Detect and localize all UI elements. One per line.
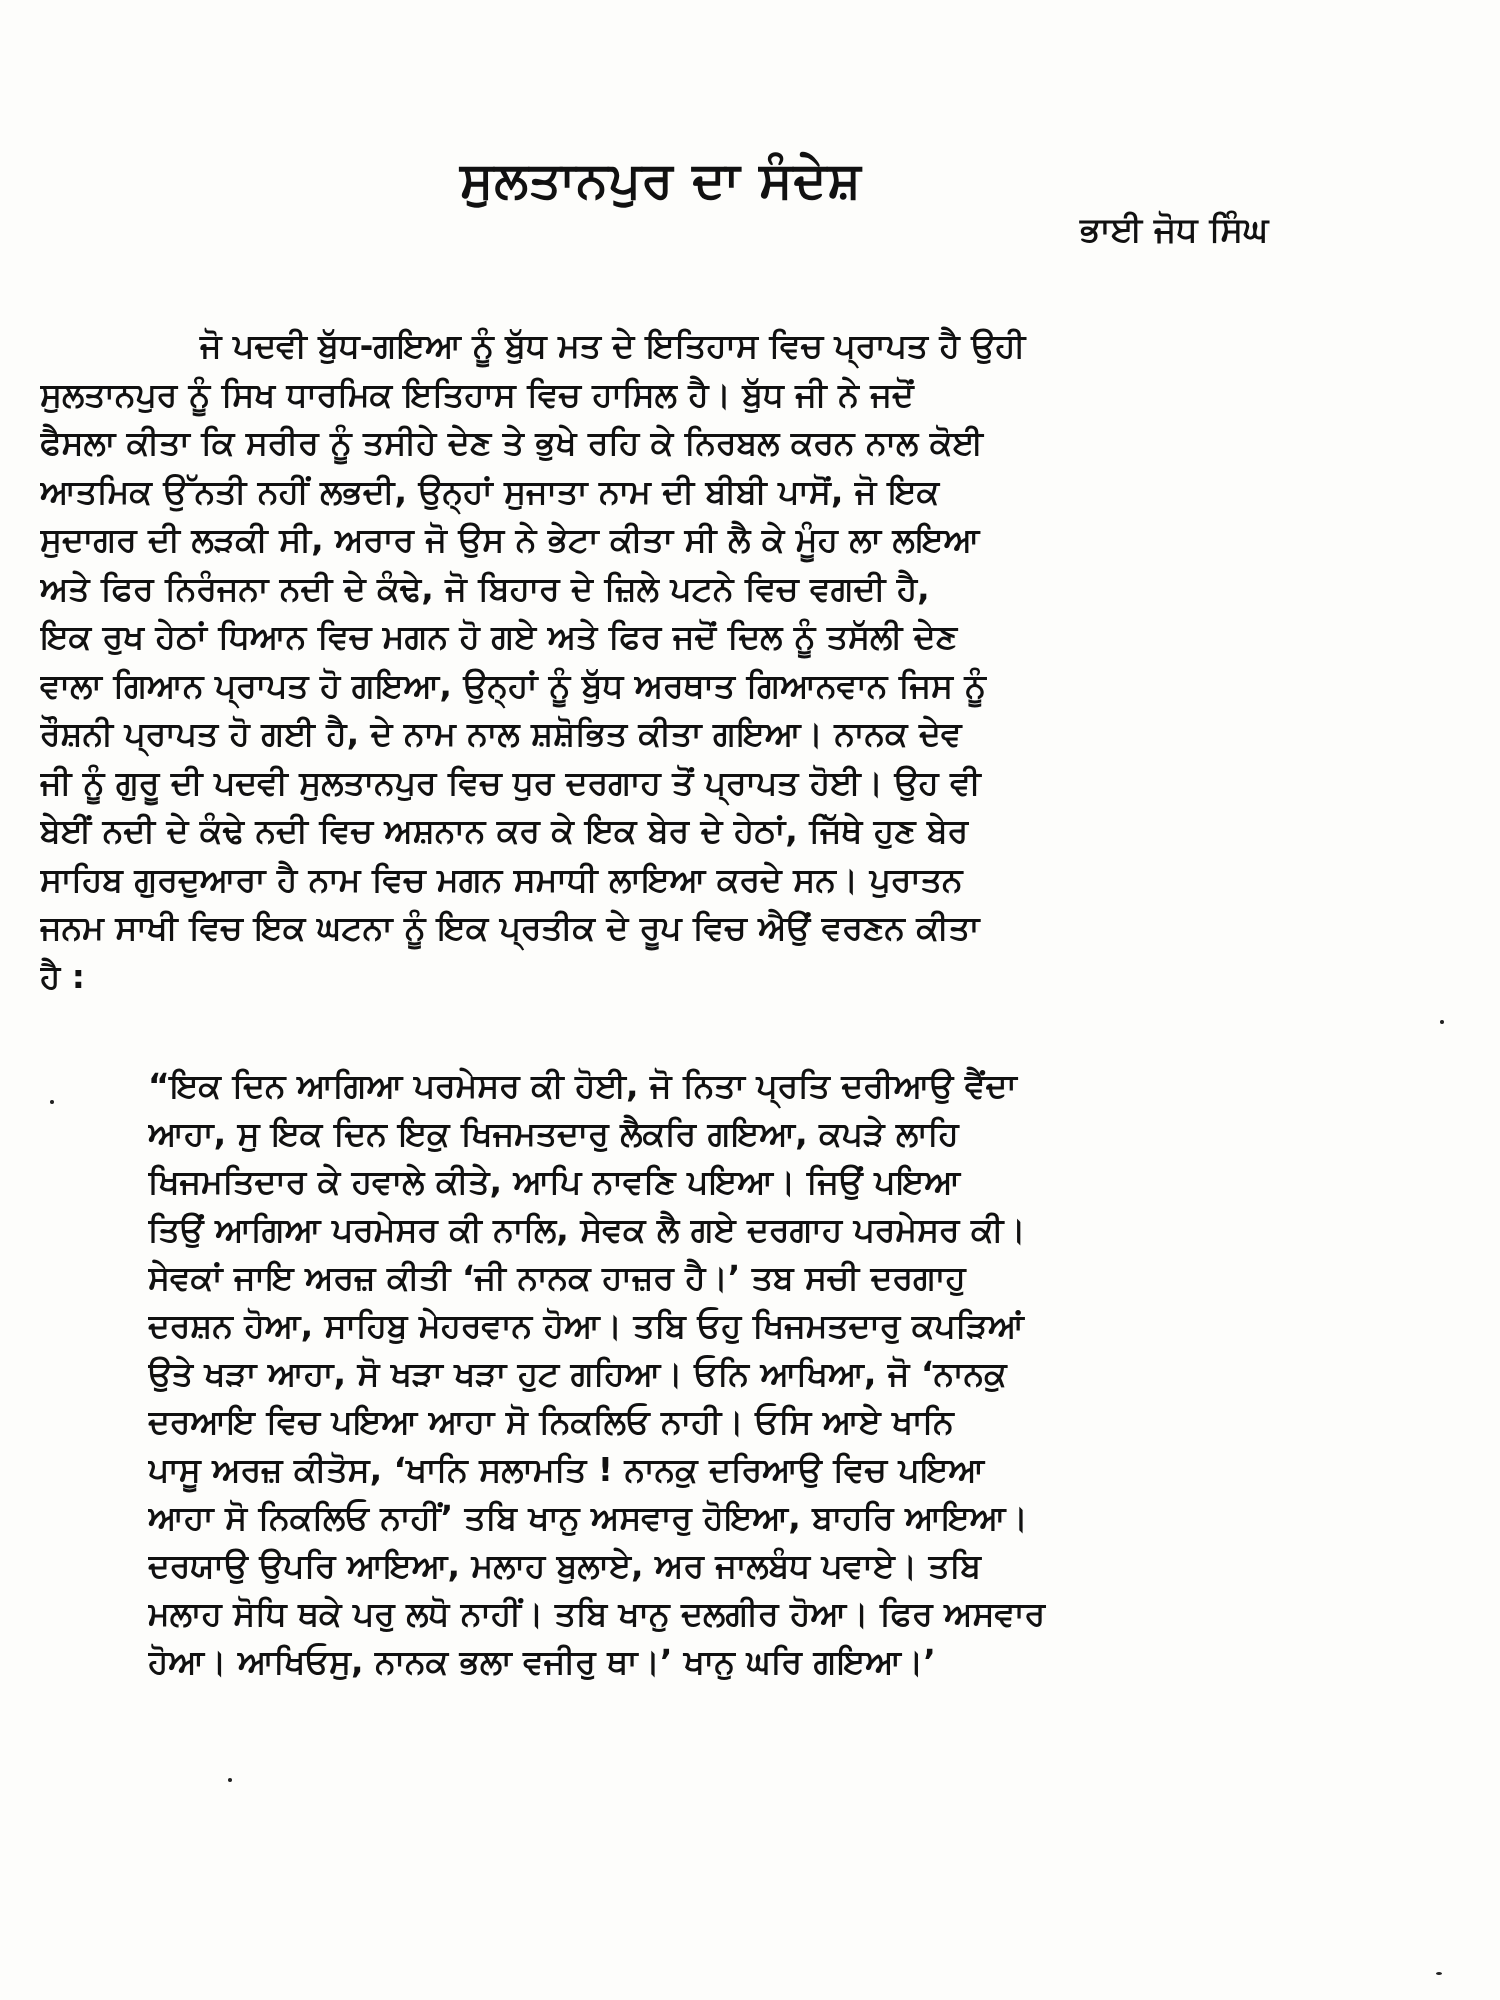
quote-line: “ਇਕ ਦਿਨ ਆਗਿਆ ਪਰਮੇਸਰ ਕੀ ਹੋਈ, ਜੋ ਨਿਤਾ ਪ੍ਰਤਿ ਦਰੀਆਉ ਵੈਂਦਾ [148,1066,1017,1105]
paragraph-line: ਫੈਸਲਾ ਕੀਤਾ ਕਿ ਸਰੀਰ ਨੂੰ ਤਸੀਹੇ ਦੇਣ ਤੇ ਭੁਖੇ ਰਹਿ ਕੇ ਨਿਰਬਲ ਕਰਨ ਨਾਲ ਕੋਈ [40,423,983,462]
paragraph-line: ਵਾਲਾ ਗਿਆਨ ਪ੍ਰਾਪਤ ਹੋ ਗਇਆ, ਉਨ੍ਹਾਂ ਨੂੰ ਬੁੱਧ ਅਰਥਾਤ ਗਿਆਨਵਾਨ ਜਿਸ ਨੂੰ [40,665,986,705]
article-title: ਸੁਲਤਾਨਪੁਰ ਦਾ ਸੰਦੇਸ਼ [460,151,862,209]
scan-speck [1440,1020,1444,1024]
quote-line: ਪਾਸੂ ਅਰਜ਼ ਕੀਤੋਸ, ‘ਖਾਨਿ ਸਲਾਮਤਿ ! ਨਾਨਕੁ ਦਰਿਆਉ ਵਿਚ ਪਇਆ [148,1450,985,1489]
quote-line: ਹੋਆ। ਆਖਿਓਸੁ, ਨਾਨਕ ਭਲਾ ਵਜੀਰੁ ਥਾ।’ ਖਾਨੁ ਘਰਿ ਗਇਆ।’ [148,1642,936,1681]
quote-line: ਆਹਾ, ਸੁ ਇਕ ਦਿਨ ਇਕੁ ਖਿਜਮਤਦਾਰੁ ਲੈਕਰਿ ਗਇਆ, ਕਪੜੇ ਲਾਹਿ [148,1114,959,1153]
quote-line: ਆਹਾ ਸੋ ਨਿਕਲਿਓ ਨਾਹੀਂ’ ਤਬਿ ਖਾਨੁ ਅਸਵਾਰੁ ਹੋਇਆ, ਬਾਹਰਿ ਆਇਆ। [148,1498,1028,1537]
paragraph-line: ਸੁਦਾਗਰ ਦੀ ਲੜਕੀ ਸੀ, ਅਰਾਰ ਜੋ ਉਸ ਨੇ ਭੇਟਾ ਕੀਤਾ ਸੀ ਲੈ ਕੇ ਮੂੰਹ ਲਾ ਲਇਆ [40,520,980,559]
scan-speck [50,1100,54,1104]
quote-line: ਦਰਸ਼ਨ ਹੋਆ, ਸਾਹਿਬੁ ਮੇਹਰਵਾਨ ਹੋਆ। ਤਬਿ ਓਹੁ ਖਿਜਮਤਦਾਰੁ ਕਪੜਿਆਂ [148,1306,1024,1345]
quote-line: ਤਿਉਂ ਆਗਿਆ ਪਰਮੇਸਰ ਕੀ ਨਾਲਿ, ਸੇਵਕ ਲੈ ਗਏ ਦਰਗਾਹ ਪਰਮੇਸਰ ਕੀ। [148,1210,1026,1249]
paragraph-line: ਜਨਮ ਸਾਖੀ ਵਿਚ ਇਕ ਘਟਨਾ ਨੂੰ ਇਕ ਪ੍ਰਤੀਕ ਦੇ ਰੂਪ ਵਿਚ ਐਉਂ ਵਰਣਨ ਕੀਤਾ [40,908,980,947]
paragraph-line: ਅਤੇ ਫਿਰ ਨਿਰੰਜਨਾ ਨਦੀ ਦੇ ਕੰਢੇ, ਜੋ ਬਿਹਾਰ ਦੇ ਜ਼ਿਲੇ ਪਟਨੇ ਵਿਚ ਵਗਦੀ ਹੈ, [40,568,930,608]
paragraph-line: ਸਾਹਿਬ ਗੁਰਦੁਆਰਾ ਹੈ ਨਾਮ ਵਿਚ ਮਗਨ ਸਮਾਧੀ ਲਾਇਆ ਕਰਦੇ ਸਨ। ਪੁਰਾਤਨ [40,859,963,899]
paragraph-line: ਜੋ ਪਦਵੀ ਬੁੱਧ-ਗਇਆ ਨੂੰ ਬੁੱਧ ਮਤ ਦੇ ਇਤਿਹਾਸ ਵਿਚ ਪ੍ਰਾਪਤ ਹੈ ਉਹੀ [200,326,1026,365]
quote-line: ਦਰਆਇ ਵਿਚ ਪਇਆ ਆਹਾ ਸੋ ਨਿਕਲਿਓ ਨਾਹੀ। ਓਸਿ ਆਏ ਖਾਨਿ [148,1402,954,1441]
paragraph-line: ਆਤਮਿਕ ਉੱਨਤੀ ਨਹੀਂ ਲਭਦੀ, ਉਨ੍ਹਾਂ ਸੁਜਾਤਾ ਨਾਮ ਦੀ ਬੀਬੀ ਪਾਸੋਂ, ਜੋ ਇਕ [40,471,940,511]
scan-speck [228,1778,232,1782]
body-paragraph [40,322,1460,1001]
quote-line: ਉਤੇ ਖੜਾ ਆਹਾ, ਸੋ ਖੜਾ ਖੜਾ ਹੁਟ ਗਹਿਆ। ਓਨਿ ਆਖਿਆ, ਜੋ ‘ਨਾਨਕੁ [148,1354,1007,1393]
paragraph-line: ਜੀ ਨੂੰ ਗੁਰੂ ਦੀ ਪਦਵੀ ਸੁਲਤਾਨਪੁਰ ਵਿਚ ਧੁਰ ਦਰਗਾਹ ਤੋਂ ਪ੍ਰਾਪਤ ਹੋਈ। ਉਹ ਵੀ [40,762,981,802]
scan-speck [1436,1972,1442,1975]
paragraph-line: ਹੈ : [40,956,85,996]
paragraph-line: ਰੌਸ਼ਨੀ ਪ੍ਰਾਪਤ ਹੋ ਗਈ ਹੈ, ਦੇ ਨਾਮ ਨਾਲ ਸ਼ਸ਼ੋਭਿਤ ਕੀਤਾ ਗਇਆ। ਨਾਨਕ ਦੇਵ [40,714,962,753]
quote-line: ਖਿਜਮਤਿਦਾਰ ਕੇ ਹਵਾਲੇ ਕੀਤੇ, ਆਪਿ ਨਾਵਣਿ ਪਇਆ। ਜਿਉਂ ਪਇਆ [148,1162,961,1201]
paragraph-line: ਸੁਲਤਾਨਪੁਰ ਨੂੰ ਸਿਖ ਧਾਰਮਿਕ ਇਤਿਹਾਸ ਵਿਚ ਹਾਸਿਲ ਹੈ। ਬੁੱਧ ਜੀ ਨੇ ਜਦੋਂ [40,374,914,414]
quote-line: ਸੇਵਕਾਂ ਜਾਇ ਅਰਜ਼ ਕੀਤੀ ‘ਜੀ ਨਾਨਕ ਹਾਜ਼ਰ ਹੈ।’ ਤਬ ਸਚੀ ਦਰਗਾਹੁ [148,1258,966,1297]
paragraph-line: ਬੇਈਂ ਨਦੀ ਦੇ ਕੰਢੇ ਨਦੀ ਵਿਚ ਅਸ਼ਨਾਨ ਕਰ ਕੇ ਇਕ ਬੇਰ ਦੇ ਹੇਠਾਂ, ਜਿੱਥੇ ਹੁਣ ਬੇਰ [40,811,969,850]
quoted-passage [148,1062,1458,1686]
paragraph-line: ਇਕ ਰੁਖ ਹੇਠਾਂ ਧਿਆਨ ਵਿਚ ਮਗਨ ਹੋ ਗਏ ਅਤੇ ਫਿਰ ਜਦੋਂ ਦਿਲ ਨੂੰ ਤਸੱਲੀ ਦੇਣ [40,617,958,656]
article-author: ਭਾਈ ਜੋਧ ਸਿੰਘ [1080,210,1269,250]
quote-line: ਮਲਾਹ ਸੋਧਿ ਥਕੇ ਪਰੁ ਲਧੋ ਨਾਹੀਂ। ਤਬਿ ਖਾਨੁ ਦਲਗੀਰ ਹੋਆ। ਫਿਰ ਅਸਵਾਰ [148,1594,1046,1633]
quote-line: ਦਰਯਾਉ ਉਪਰਿ ਆਇਆ, ਮਲਾਹ ਬੁਲਾਏ, ਅਰ ਜਾਲਬੰਧ ਪਵਾਏ। ਤਬਿ [148,1546,981,1585]
